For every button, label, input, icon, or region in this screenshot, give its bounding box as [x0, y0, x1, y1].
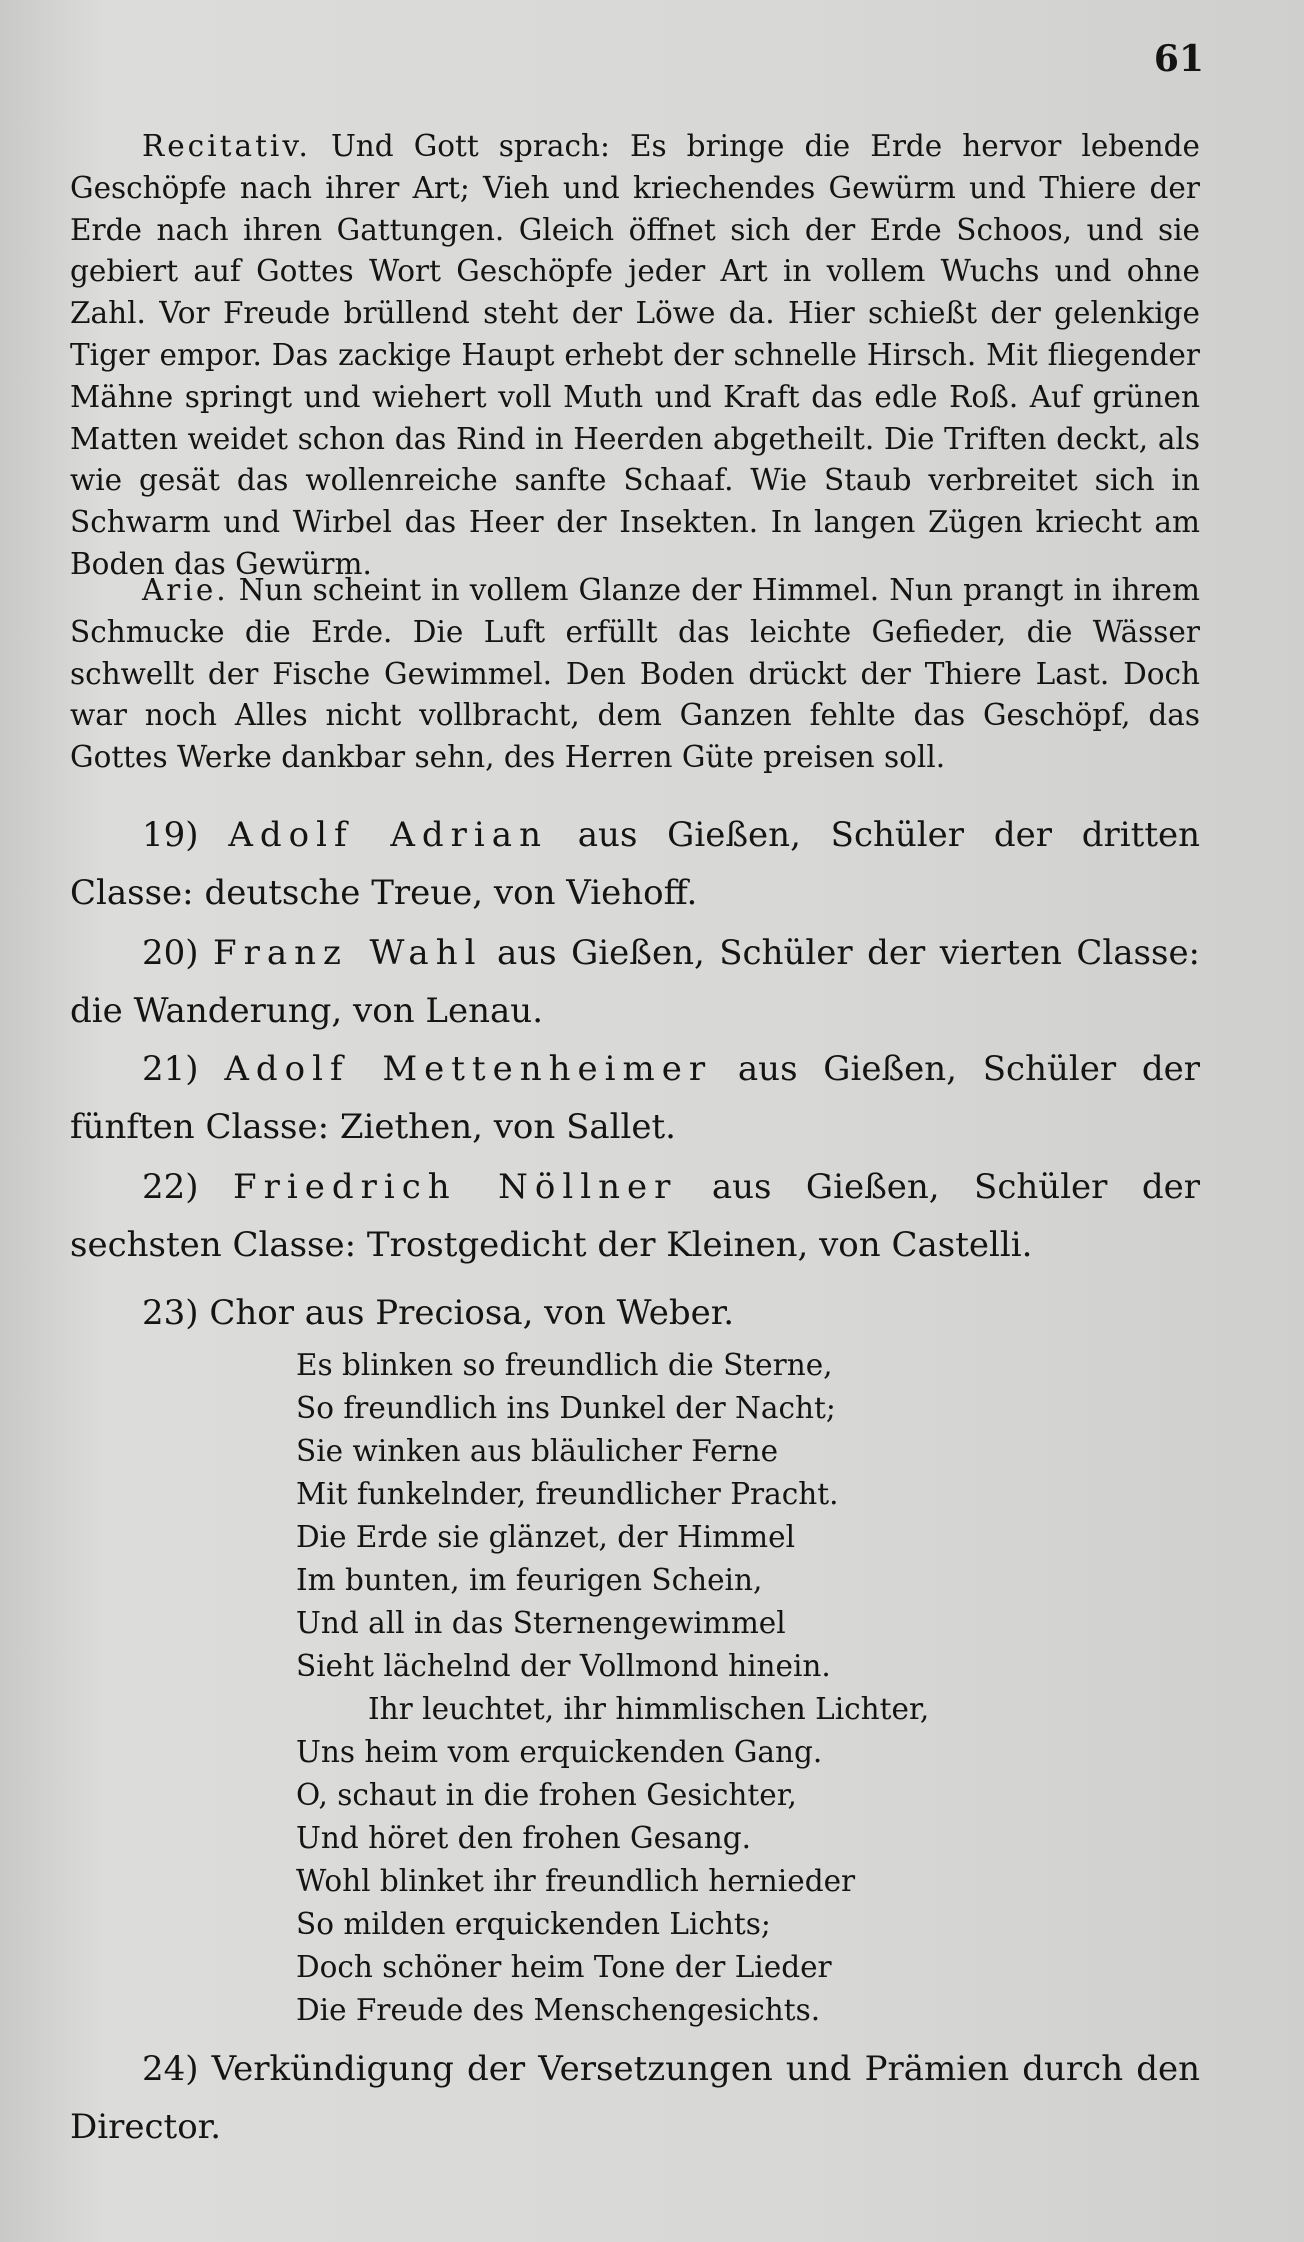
recitativ-paragraph — [70, 126, 1200, 586]
student-name: Friedrich Nöllner — [233, 1167, 678, 1207]
program-item-23 — [70, 1284, 1200, 1342]
item-number: 21) — [142, 1049, 199, 1089]
recitativ-label: Recitativ. — [142, 129, 311, 163]
poem-line: Wohl blinket ihr freundlich hernieder — [296, 1864, 856, 1898]
poem-line: Doch schöner heim Tone der Lieder — [296, 1950, 832, 1984]
arie-text: Nun scheint in vollem Glanze der Himmel. Nun prangt in ihrem Schmucke die Erde. Die Luft erfüllt das leichte Gefieder, die Wässer schwellt der Fische Gewimmel. Den Boden drückt der Thiere Last. Doch war noch Alles nicht vollbracht, dem Ganzen fehlte das Geschöpf, das Gottes Werke dankbar sehn, des Herren Güte preisen soll. — [70, 573, 1200, 775]
arie-label: Arie. — [142, 573, 229, 607]
program-item-20 — [70, 924, 1200, 1040]
recitativ-block — [70, 126, 1200, 586]
poem-stanza-1 — [296, 1344, 1096, 1688]
student-name: Franz Wahl — [213, 933, 483, 973]
arie-paragraph — [70, 570, 1200, 779]
poem-line: Sie winken aus bläulicher Ferne — [296, 1434, 779, 1468]
poem-line: Mit funkelnder, freundlicher Pracht. — [296, 1477, 839, 1511]
poem-line: Und all in das Sternengewimmel — [296, 1606, 786, 1640]
item-description: Verkündigung der Versetzungen und Prämien durch den Director. — [70, 2049, 1200, 2147]
program-item-21 — [70, 1040, 1200, 1156]
poem-line: Sieht lächelnd der Vollmond hinein. — [296, 1649, 831, 1683]
recitativ-text: Und Gott sprach: Es bringe die Erde hervor lebende Geschöpfe nach ihrer Art; Vieh und kriechendes Gewürm und Thiere der Erde nach ihren Gattungen. Gleich öffnet sich der Erde Schoos, und sie gebiert auf Gottes Wort Geschöpfe jeder Art in vollem Wuchs und ohne Zahl. Vor Freude brüllend steht der Löwe da. Hier schießt der gelenkige Tiger empor. Das zackige Haupt erhebt der schnelle Hirsch. Mit fliegender Mähne springt und wiehert voll Muth und Kraft das edle Roß. Auf grünen Matten weidet schon das Rind in Heerden abgetheilt. Die Triften deckt, als wie gesät das wollenreiche sanfte Schaaf. Wie Staub verbreitet sich in Schwarm und Wirbel das Heer der Insekten. In langen Zügen kriecht am Boden das Gewürm. — [70, 129, 1200, 581]
poem-line: So freundlich ins Dunkel der Nacht; — [296, 1391, 836, 1425]
poem-line: Es blinken so freundlich die Sterne, — [296, 1348, 833, 1382]
program-item-24 — [70, 2040, 1200, 2156]
poem-line: Im bunten, im feurigen Schein, — [296, 1563, 763, 1597]
poem-line: Die Erde sie glänzet, der Himmel — [296, 1520, 796, 1554]
item-number: 24) — [142, 2049, 199, 2089]
item-number: 19) — [142, 815, 199, 855]
item-description: aus Gießen, Schüler der vierten Classe: die Wanderung, von Lenau. — [70, 933, 1201, 1031]
item-number: 23) — [142, 1293, 199, 1333]
arie-block — [70, 570, 1200, 779]
program-item-19 — [70, 806, 1200, 922]
item-number: 22) — [142, 1167, 199, 1207]
poem-line: Ihr leuchtet, ihr himmlischen Lichter, — [368, 1692, 930, 1726]
student-name: Adolf Mettenheimer — [224, 1049, 713, 1089]
program-item-22 — [70, 1158, 1200, 1274]
item-description: aus Gießen, Schüler der dritten Classe: deutsche Treue, von Viehoff. — [70, 815, 1201, 913]
poem-line: O, schaut in die frohen Gesichter, — [296, 1778, 797, 1812]
poem-stanza-2 — [296, 1688, 1096, 2032]
item-description: aus Gießen, Schüler der sechsten Classe: Trostgedicht der Kleinen, von Castelli. — [70, 1167, 1201, 1265]
poem-line: So milden erquickenden Lichts; — [296, 1907, 771, 1941]
poem-line: Und höret den frohen Gesang. — [296, 1821, 752, 1855]
student-name: Adolf Adrian — [228, 815, 548, 855]
item-number: 20) — [142, 933, 199, 973]
item-description: aus Gießen, Schüler der fünften Classe: Ziethen, von Sallet. — [70, 1049, 1201, 1147]
item-description: Chor aus Preciosa, von Weber. — [209, 1293, 735, 1333]
poem-line: Die Freude des Menschengesichts. — [296, 1993, 821, 2027]
poem-line: Uns heim vom erquickenden Gang. — [296, 1735, 823, 1769]
page-number: 61 — [1153, 38, 1204, 80]
